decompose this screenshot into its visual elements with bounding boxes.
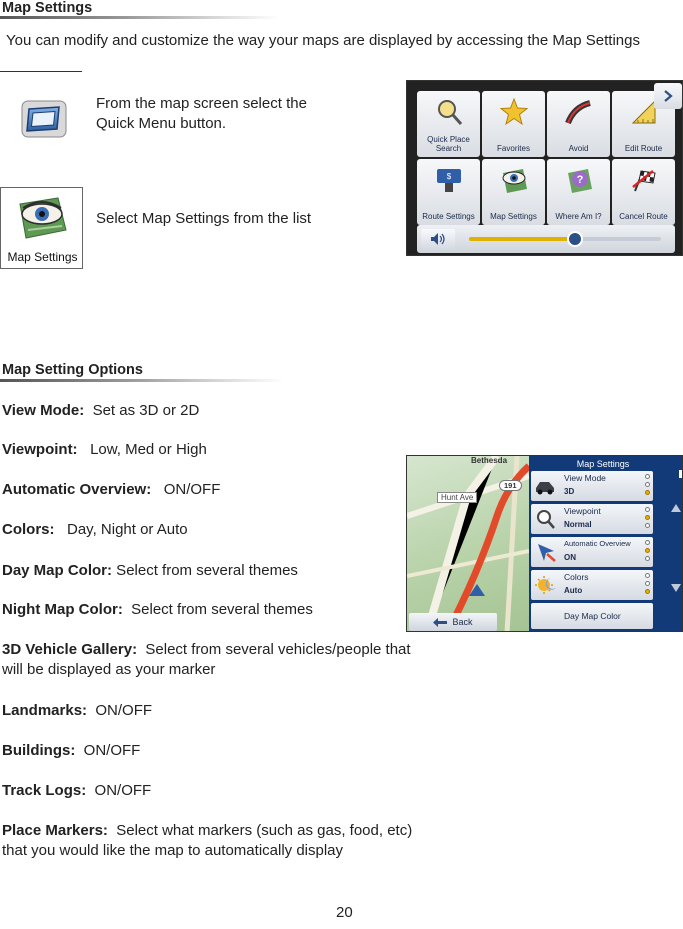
radio-option[interactable] (645, 515, 650, 520)
step-2-text: Select Map Settings from the list (96, 210, 312, 227)
scroll-thumb[interactable] (679, 470, 682, 478)
volume-slider-fill (469, 237, 575, 241)
star-icon (499, 97, 529, 127)
option-view-mode (2, 401, 432, 421)
setting-row-colors[interactable] (531, 570, 653, 600)
radio-group[interactable] (645, 474, 650, 495)
map-settings-tile-label: Map Settings (7, 250, 78, 264)
quick-menu-item-label: Cancel Route (619, 212, 668, 221)
section-title-rule (0, 16, 280, 19)
quick-menu-item[interactable] (612, 159, 675, 225)
option-label: Automatic Overview: (2, 481, 152, 498)
quick-menu-item[interactable] (547, 91, 610, 157)
section-title-rule (0, 379, 284, 382)
option-buildings (2, 741, 432, 761)
quick-menu-item-label: Map Settings (490, 212, 537, 221)
quick-menu-item-label: Edit Route (624, 144, 663, 153)
svg-text:$: $ (446, 172, 451, 181)
option-label: Day Map Color: (2, 562, 113, 579)
option-label: Track Logs: (2, 782, 87, 799)
option-3d-vehicle-gallery (2, 640, 432, 680)
quick-menu-grid (417, 91, 675, 225)
sun-moon-icon (535, 574, 557, 596)
radio-option[interactable] (645, 523, 650, 528)
step-1-text: From the map screen select the Quick Menu button. (96, 95, 307, 132)
volume-button[interactable] (421, 229, 455, 249)
map-label-route: 191 (499, 480, 522, 491)
option-value: ON/OFF (87, 702, 153, 719)
setting-row-day-map-color[interactable] (531, 603, 653, 629)
radio-option[interactable] (645, 482, 650, 487)
quick-menu-item[interactable] (417, 159, 480, 225)
option-value: ON/OFF (75, 742, 141, 759)
back-button[interactable] (409, 613, 497, 631)
quick-menu-item-label: Where Am I? (555, 212, 602, 221)
quick-menu-item[interactable] (547, 159, 610, 225)
car-3d-icon (534, 476, 556, 496)
option-track-logs (2, 781, 432, 801)
back-button-label: Back (452, 617, 473, 627)
option-label: View Mode: (2, 402, 85, 419)
route-settings-icon (434, 165, 464, 195)
setting-row-viewpoint[interactable] (531, 504, 653, 534)
option-colors (2, 520, 432, 540)
setting-row-value: 3D (564, 487, 575, 496)
quick-menu-item-label: Avoid (568, 144, 589, 153)
eye-map-icon (499, 165, 529, 195)
map-label-town: Bethesda (471, 456, 508, 465)
quick-menu-item-label: Route Settings (422, 212, 475, 221)
option-value: Low, Med or High (77, 441, 207, 458)
setting-row-title: Viewpoint (564, 506, 601, 516)
eye-map-icon (12, 194, 72, 242)
overview-arrow-icon (535, 541, 557, 563)
option-value: Select what markers (such as gas, food, etc) that you would like the map to automatically display (2, 822, 417, 859)
option-label: Night Map Color: (2, 601, 123, 618)
map-view (407, 456, 529, 632)
radio-option[interactable] (645, 474, 650, 479)
quick-menu-item[interactable] (482, 91, 545, 157)
setting-row-automatic-overview[interactable] (531, 537, 653, 567)
option-value: Select from several themes (112, 562, 298, 579)
option-night-map-color (2, 600, 432, 620)
option-value: Day, Night or Auto (54, 521, 188, 538)
radio-option[interactable] (645, 540, 650, 545)
setting-row-title: View Mode (564, 473, 606, 483)
radio-group[interactable] (645, 540, 650, 561)
option-landmarks (2, 701, 432, 721)
option-value: Select from several themes (122, 601, 313, 618)
quick-menu-icon (19, 97, 69, 141)
option-viewpoint (2, 440, 432, 460)
map-settings-header: Map Settings (576, 459, 630, 469)
radio-option[interactable] (645, 507, 650, 512)
question-map-icon (564, 165, 594, 195)
radio-option[interactable] (645, 556, 650, 561)
magnifier-icon (434, 97, 464, 127)
intro-text: You can modify and customize the way your maps are displayed by accessing the Map Settings (6, 32, 640, 49)
arrow-left-icon (433, 618, 447, 627)
radio-group[interactable] (645, 507, 650, 528)
setting-row-title: Automatic Overview (564, 539, 631, 548)
scroll-down-icon[interactable] (671, 584, 681, 592)
option-label: Buildings: (2, 742, 76, 759)
option-value: ON/OFF (151, 481, 221, 498)
radio-option[interactable] (645, 573, 650, 578)
scroll-up-icon[interactable] (671, 504, 681, 512)
option-label: Viewpoint: (2, 441, 78, 458)
section-title-map-settings: Map Settings (2, 0, 93, 16)
map-settings-tile (0, 187, 83, 269)
quick-menu-next-button[interactable] (654, 83, 682, 109)
radio-group[interactable] (645, 573, 650, 594)
option-day-map-color (2, 561, 432, 581)
setting-row-title: Day Map Color (564, 611, 621, 621)
radio-option[interactable] (645, 490, 650, 495)
setting-row-value: Normal (564, 520, 592, 529)
option-automatic-overview (2, 480, 432, 500)
quick-menu-item[interactable] (482, 159, 545, 225)
section-title-map-setting-options: Map Setting Options (2, 362, 143, 378)
setting-row-view-mode[interactable] (531, 471, 653, 501)
quick-menu-item[interactable] (417, 91, 480, 157)
volume-slider-knob[interactable] (567, 231, 583, 247)
option-place-markers (2, 821, 432, 861)
option-label: Place Markers: (2, 822, 108, 839)
option-value: Select from several vehicles/people that will be displayed as your marker (2, 641, 415, 678)
option-label: Landmarks: (2, 702, 88, 719)
checkered-flag-icon (629, 165, 659, 195)
map-settings-screenshot (406, 455, 683, 632)
option-label: Colors: (2, 521, 55, 538)
radio-option[interactable] (645, 581, 650, 586)
radio-option[interactable] (645, 548, 650, 553)
page-number: 20 (336, 904, 353, 921)
speaker-icon (430, 232, 446, 246)
setting-row-title: Colors (564, 572, 589, 582)
volume-slider-track[interactable] (469, 237, 661, 241)
intro-underline (0, 71, 82, 72)
quick-menu-screenshot (406, 80, 683, 256)
volume-bar (417, 225, 675, 253)
chevron-right-icon (661, 89, 675, 103)
radio-option[interactable] (645, 589, 650, 594)
option-value: ON/OFF (86, 782, 152, 799)
svg-text:?: ? (576, 174, 583, 186)
map-label-street: Hunt Ave (437, 492, 477, 503)
setting-row-value: Auto (564, 586, 583, 595)
option-label: 3D Vehicle Gallery: (2, 641, 138, 658)
map-settings-panel (529, 456, 683, 632)
quick-menu-item-label: Quick Place Search (427, 135, 470, 153)
setting-row-value: ON (564, 553, 576, 562)
option-value: Set as 3D or 2D (84, 402, 200, 419)
road-icon (564, 97, 594, 127)
magnifier-icon (535, 508, 555, 530)
quick-menu-item-label: Favorites (497, 144, 530, 153)
